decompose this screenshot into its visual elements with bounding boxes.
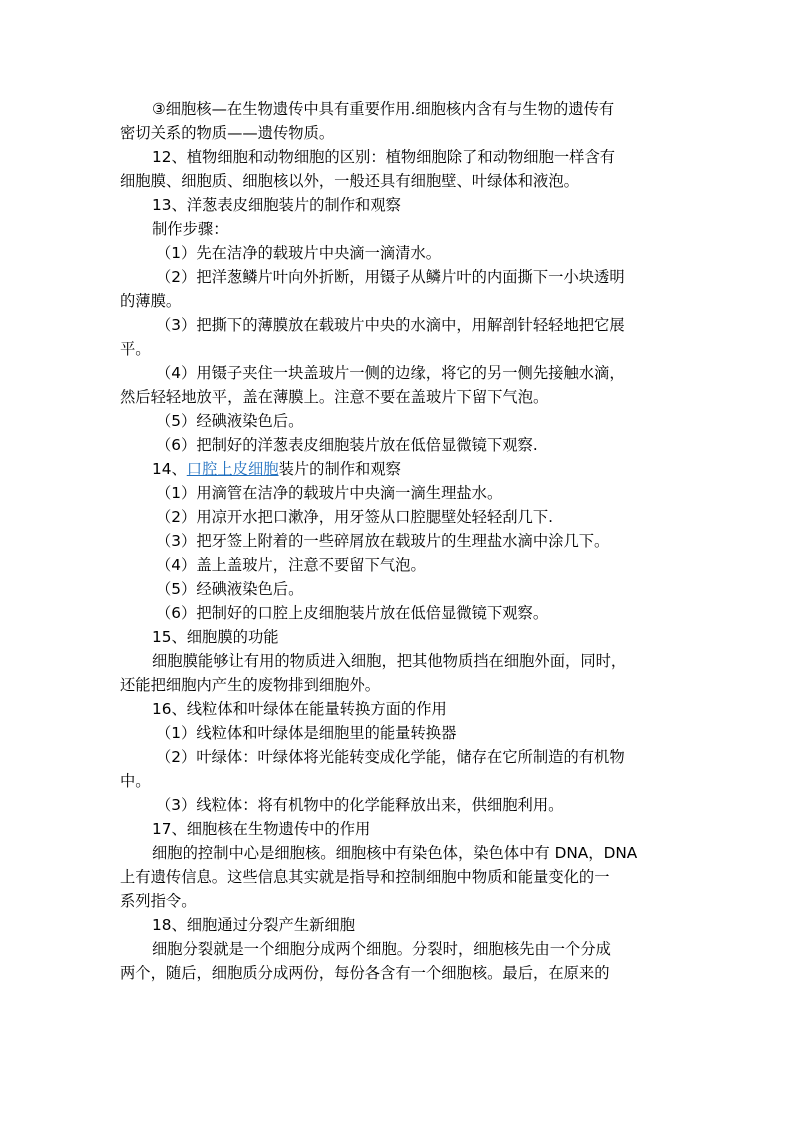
text-line: ③细胞核—在生物遗传中具有重要作用.细胞核内含有与生物的遗传有: [152, 100, 615, 118]
text-line: 13、洋葱表皮细胞装片的制作和观察: [152, 196, 401, 214]
text-line: （3）把牙签上附着的一些碎屑放在载玻片的生理盐水滴中涂几下。: [156, 532, 610, 550]
text-line: 细胞膜能够让有用的物质进入细胞，把其他物质挡在细胞外面，同时，: [152, 652, 627, 670]
text-line: （6）把制好的口腔上皮细胞装片放在低倍显微镜下观察。: [156, 604, 549, 622]
text-line: （3）把撕下的薄膜放在载玻片中央的水滴中，用解剖针轻轻地把它展: [156, 316, 625, 334]
text-line: 细胞的控制中心是细胞核。细胞核中有染色体，染色体中有 DNA，DNA: [152, 844, 638, 862]
text-line: 上有遗传信息。这些信息其实就是指导和控制细胞中物质和能量变化的一: [120, 868, 610, 886]
text-line: （1）先在洁净的载玻片中央滴一滴清水。: [156, 244, 442, 262]
text-line: （1）用滴管在洁净的载玻片中央滴一滴生理盐水。: [156, 484, 503, 502]
text-line: （6）把制好的洋葱表皮细胞装片放在低倍显微镜下观察.: [156, 436, 538, 454]
text-line: 平。: [120, 340, 151, 358]
text-line: 然后轻轻地放平，盖在薄膜上。注意不要在盖玻片下留下气泡。: [120, 388, 549, 406]
text-line: （4）盖上盖玻片，注意不要留下气泡。: [156, 556, 426, 574]
text-line: 系列指令。: [120, 892, 197, 910]
text-line: 的薄膜。: [120, 292, 182, 310]
text-line: 16、线粒体和叶绿体在能量转换方面的作用: [152, 700, 447, 718]
heading-text: 装片的制作和观察: [278, 460, 401, 478]
text-line: 细胞膜、细胞质、细胞核以外，一般还具有细胞壁、叶绿体和液泡。: [120, 172, 579, 190]
text-line: （2）把洋葱鳞片叶向外折断，用镊子从鳞片叶的内面撕下一小块透明: [156, 268, 625, 286]
text-line: 两个，随后，细胞质分成两份，每份各含有一个细胞核。最后，在原来的: [120, 964, 610, 982]
text-line: （1）线粒体和叶绿体是细胞里的能量转换器: [156, 724, 457, 742]
text-line: 密切关系的物质——遗传物质。: [120, 124, 335, 142]
text-line: 15、细胞膜的功能: [152, 628, 279, 646]
text-line: （2）用凉开水把口漱净，用牙签从口腔腮壁处轻轻刮几下.: [156, 508, 554, 526]
text-line: （2）叶绿体：叶绿体将光能转变成化学能，储存在它所制造的有机物: [156, 748, 625, 766]
text-line: 制作步骤：: [152, 220, 229, 238]
text-line: 17、细胞核在生物遗传中的作用: [152, 820, 371, 838]
text-line: 细胞分裂就是一个细胞分成两个细胞。分裂时，细胞核先由一个分成: [152, 940, 611, 958]
text-line: （5）经碘液染色后。: [156, 412, 304, 430]
oral-epithelial-cell-link[interactable]: 口腔上皮细胞: [186, 460, 279, 478]
text-line: 还能把细胞内产生的废物排到细胞外。: [120, 676, 381, 694]
text-line: 中。: [120, 772, 151, 790]
text-line: 12、植物细胞和动物细胞的区别：植物细胞除了和动物细胞一样含有: [152, 148, 616, 166]
text-line: 18、细胞通过分裂产生新细胞: [152, 916, 356, 934]
text-line: [152, 457, 401, 481]
text-line: （4）用镊子夹住一块盖玻片一侧的边缘，将它的另一侧先接触水滴，: [156, 364, 625, 382]
text-line: （5）经碘液染色后。: [156, 580, 304, 598]
heading-number: 14、: [152, 460, 187, 478]
text-line: （3）线粒体：将有机物中的化学能释放出来，供细胞利用。: [156, 796, 564, 814]
